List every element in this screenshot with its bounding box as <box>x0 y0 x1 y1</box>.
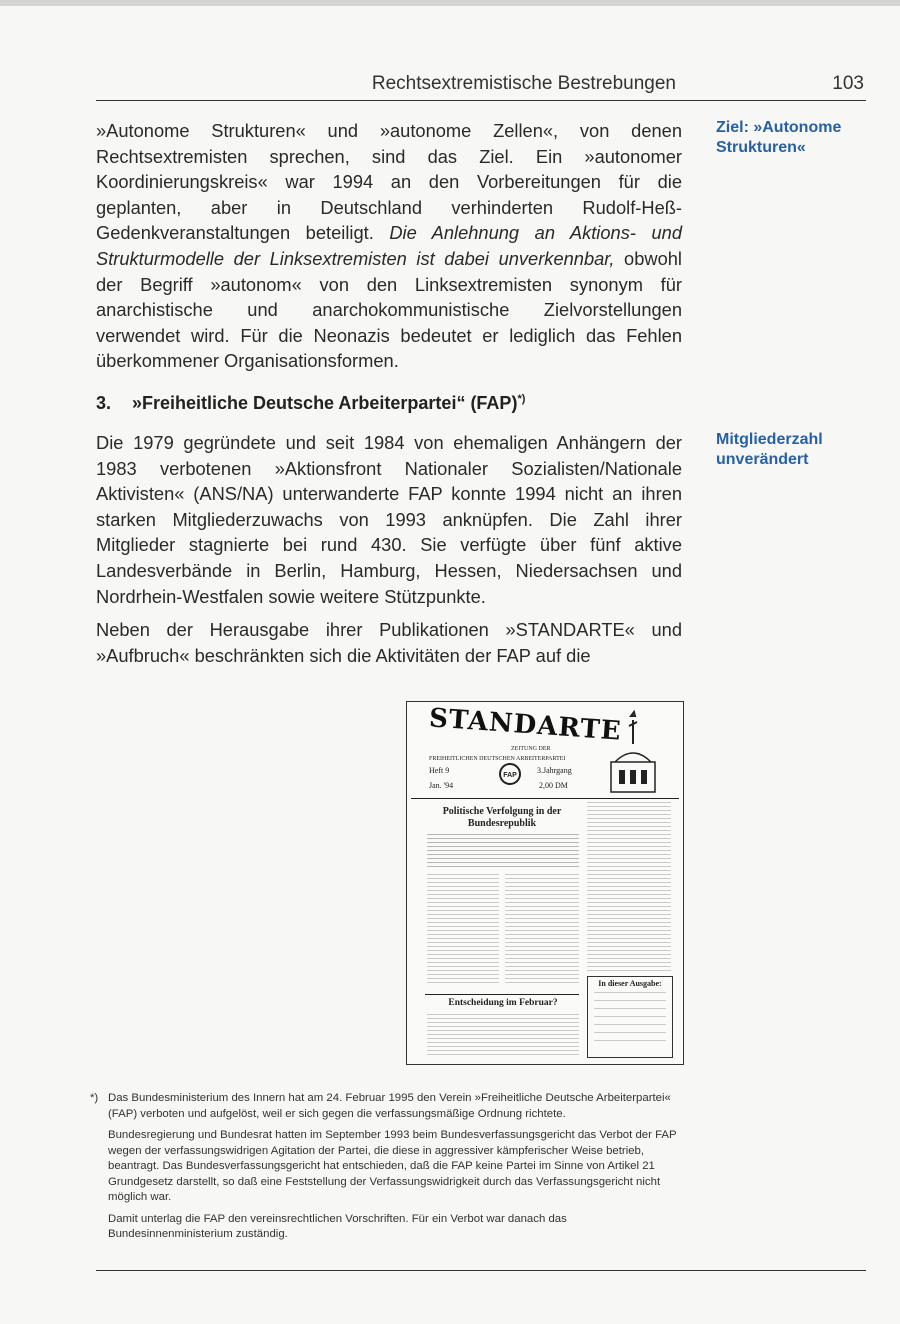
article-text <box>427 834 579 870</box>
footnote-marker-bottom: *) <box>90 1092 99 1104</box>
paragraph-fap: Die 1979 gegründete und seit 1984 von ehemaligen Anhängern der 1983 verbotenen »Aktionsfront Nationaler Sozialisten/Nationale Aktivisten« (ANS/NA) unterwanderte FAP konnte 1994 nicht an ihren starken Mitgliederzuwachs von 1993 anknüpfen. Die Zahl ihrer Mitglieder stagnierte bei rund 430. Sie verfügte über fünf aktive Landesverbände in Berlin, Hamburg, Hessen, Niedersachsen und Nordrhein-Westfalen sowie weitere Stützpunkte. <box>96 432 682 607</box>
section-number: 3. <box>96 393 112 413</box>
footnote-2: Bundesregierung und Bundesrat hatten im September 1993 beim Bundesverfassungsgericht das Verbot der FAP wegen der verfassungswidrigen Agitation der Partei, die diese in aggressiver kämpferischer Weise betrieb, beantragt. Das Bundesverfassungsgericht hat entschieden, daß die FAP keine Partei im Sinne von Artikel 21 Grundgesetz darstellt, so daß eine Feststellung der Verfassungswidrigkeit durch das Verfassungsgericht nicht möglich war. <box>108 1129 677 1203</box>
contents-list <box>594 992 666 1048</box>
headline-entscheidung: Entscheidung im Februar? <box>448 998 558 1008</box>
subline-2: FREIHEITLICHEN DEUTSCHEN ARBEITERPARTEI <box>429 756 566 762</box>
running-title: Rechtsextremistische Bestrebungen <box>371 73 676 94</box>
masthead: STANDARTE <box>428 703 623 747</box>
fap-logo-icon: FAP <box>499 763 521 785</box>
para1-italic: Die Anlehnung an Aktions- und Strukturmodelle der Linksextremisten ist dabei unverkennbar, <box>96 222 682 269</box>
headline-verfolgung: Politische Verfolgung in der Bundesrepublik <box>442 806 562 829</box>
sidebar-column <box>587 802 671 974</box>
standarte-newspaper-image <box>406 701 684 1065</box>
volume: 3.Jahrgang <box>537 766 572 775</box>
scan-edge <box>0 0 900 6</box>
section-title: »Freiheitliche Deutsche Arbeiterpartei“ (FAP) <box>132 393 518 413</box>
para1-text: »Autonome Strukturen« und »autonome Zellen«, von denen Rechtsextremisten sprechen, sind das Ziel. Ein »autonomer Koordinierungskreis« war 1994 an den Vorbereitungen für die geplanten, aber in Deutschland verhinderten Rudolf-Heß-Gedenkveranstaltungen beteiligt. <box>96 120 682 244</box>
masthead-rule <box>411 798 679 799</box>
monument-icon <box>603 706 663 794</box>
price: 2,00 DM <box>539 781 568 790</box>
bottom-rule <box>96 1270 866 1271</box>
article-rule <box>425 994 579 995</box>
paragraph-publikationen: Neben der Herausgabe ihrer Publikationen »STANDARTE« und »Aufbruch« beschränkten sich die Aktivitäten der FAP auf die <box>96 619 682 666</box>
contents-box <box>587 976 673 1058</box>
page-number: 103 <box>832 73 864 94</box>
article-column-1 <box>427 874 499 986</box>
running-header <box>96 70 866 101</box>
footnotes <box>90 1091 682 1249</box>
para1-rest: obwohl der Begriff »autonom« von den Linksextremisten synonym für anarchistische und anarchokommunistische Zielvorstellungen verwendet wird. Für die Neonazis bedeutet er lediglich das Fehlen überkommener Organisationsformen. <box>96 247 682 372</box>
issue-number: Heft 9 <box>429 766 450 775</box>
footnote-marker: *) <box>517 393 526 405</box>
contents-title: In dieser Ausgabe: <box>598 979 662 988</box>
margin-note-mitgliederzahl: Mitgliederzahl unverändert <box>716 431 823 468</box>
article-column-2 <box>505 874 579 986</box>
article-text-2 <box>427 1014 579 1058</box>
margin-note-ziel: Ziel: »Autonome Strukturen« <box>716 119 842 156</box>
section-heading <box>96 393 525 414</box>
issue-date: Jan. '94 <box>429 781 454 790</box>
subline-1: ZEITUNG DER <box>511 746 551 752</box>
footnote-1: Das Bundesministerium des Innern hat am 24. Februar 1995 den Verein »Freiheitliche Deutsche Arbeiterpartei« (FAP) verboten und aufgelöst, weil er sich gegen die verfassungsmäßige Ordnung richtete. <box>108 1092 671 1120</box>
paragraph-autonome-strukturen <box>96 118 682 374</box>
footnote-3: Damit unterlag die FAP den vereinsrechtlichen Vorschriften. Für ein Verbot war danach das Bundesinnenministerium zuständig. <box>108 1212 567 1240</box>
